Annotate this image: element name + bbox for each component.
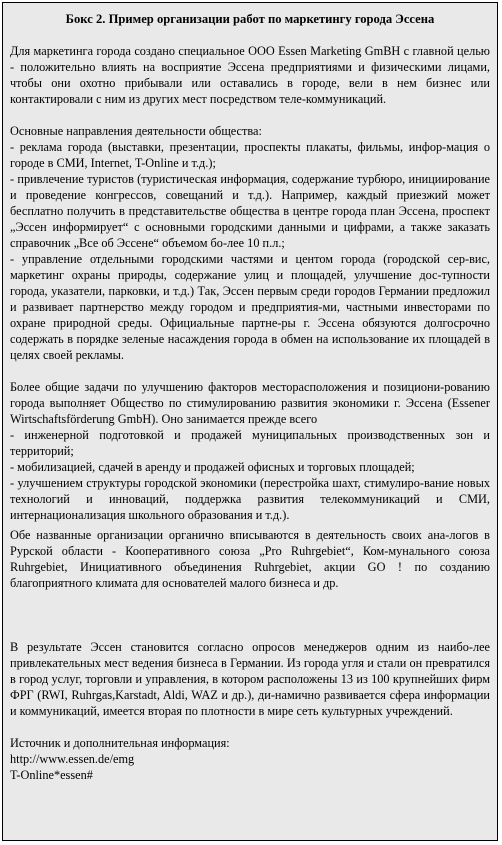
task-economy-structure: - улучшением структуры городской экономики (перестройка шахт, стимулиро-вание новых технологий и инноваций, поддержка развития телекоммуникаций и СМИ, интернационализация школьного образования и т.д.). [10,476,490,522]
result-paragraph: В результате Эссен становится согласно опросов менеджеров одним из наибо-лее привлекательных мест ведения бизнеса в Германии. Из города угля и стали он превратился в город услуг, торговли и управления, в котором расположены 13 из 100 крупнейших фирм ФРГ (RWI, Ruhrgas,Karstadt, Aldi, WAZ и др.), ди-намично развивается сфера информации и коммуникаций, имеется вторая по плотности в мире сеть культурных учреждений. [10,640,490,718]
tasks-intro: Более общие задачи по улучшению факторов месторасположения и позициони-рованию города выполняет Общество по стимулированию развития экономики г. Эссена (Essener Wirtschaftsförderung GmbH). Оно занимается прежде всего [10,380,490,426]
intro-paragraph: Для маркетинга города создано специальное ООО Essen Marketing GmBH с главной целью - положительно влиять на восприятие Эссена предприятиями и физическими лицами, чтобы они охотно прибывали или оставались в городе, вели в нем бизнес или контактировали с ним из других мест посредством теле-коммуникаций. [10,44,490,106]
sources-heading: Источник и дополнительная информация: [10,736,230,750]
source-t-online: T-Online*essen# [10,768,93,782]
direction-advertising: - реклама города (выставки, презентации, проспекты плакаты, фильмы, инфор-мация о городе в СМИ, Internet, T-Online и т.д.); [10,140,490,170]
task-engineering: - инженерной подготовкой и продажей муниципальных производственных зон и территорий; [10,428,490,458]
direction-city-management: - управление отдельными городскими частями и центом города (городской сер-вис, маркетинг охраны природы, содержание улиц и площадей, улучшение дос-тупности города, указатели, парковки, и т.д.) Так, Эссен первым среди городов Германии предложил и развивает партнерство между городом и предприятия-ми, частными инвесторами по охране природной среды. Официальные партне-ры г. Эссена обязуются долгосрочно содержать в порядке зеленые насаждения города в обмен на использование их площадей в целях своей рекламы. [10,252,490,362]
directions-heading: Основные направления деятельности общества: [10,124,262,138]
direction-tourism: - привлечение туристов (туристическая информация, содержание турбюро, инициирование и проведение конгрессов, совещаний и т.д.). Например, каждый приезжий может бесплатно получить в представительстве общества в центре города план Эссена, проспект „Эссен информирует“ с основными городскими данными и цифрами, а также заказать справочник „Все об Эссене“ объемом бо-лее 10 п.л.; [10,172,490,250]
organizations-paragraph: Обе названные организации органично вписываются в деятельность своих ана-логов в Рурской области - Кооперативного союза „Pro Ruhrgebiet“, Ком-мунального союза Ruhrgebiet, Инициативного объединения Ruhrgebiet, акции GO ! по созданию благоприятного климата для основателей малого бизнеса и др. [10,528,490,590]
spacer [10,107,490,123]
spacer [10,363,490,379]
sidebar-box [2,2,498,841]
spacer [10,719,490,735]
box-title: Бокс 2. Пример организации работ по маркетингу города Эссена [65,12,435,26]
spacer [10,591,490,639]
task-offices: - мобилизацией, сдачей в аренду и продажей офисных и торговых площадей; [10,460,415,474]
source-link[interactable]: http://www.essen.de/emg [10,752,135,766]
